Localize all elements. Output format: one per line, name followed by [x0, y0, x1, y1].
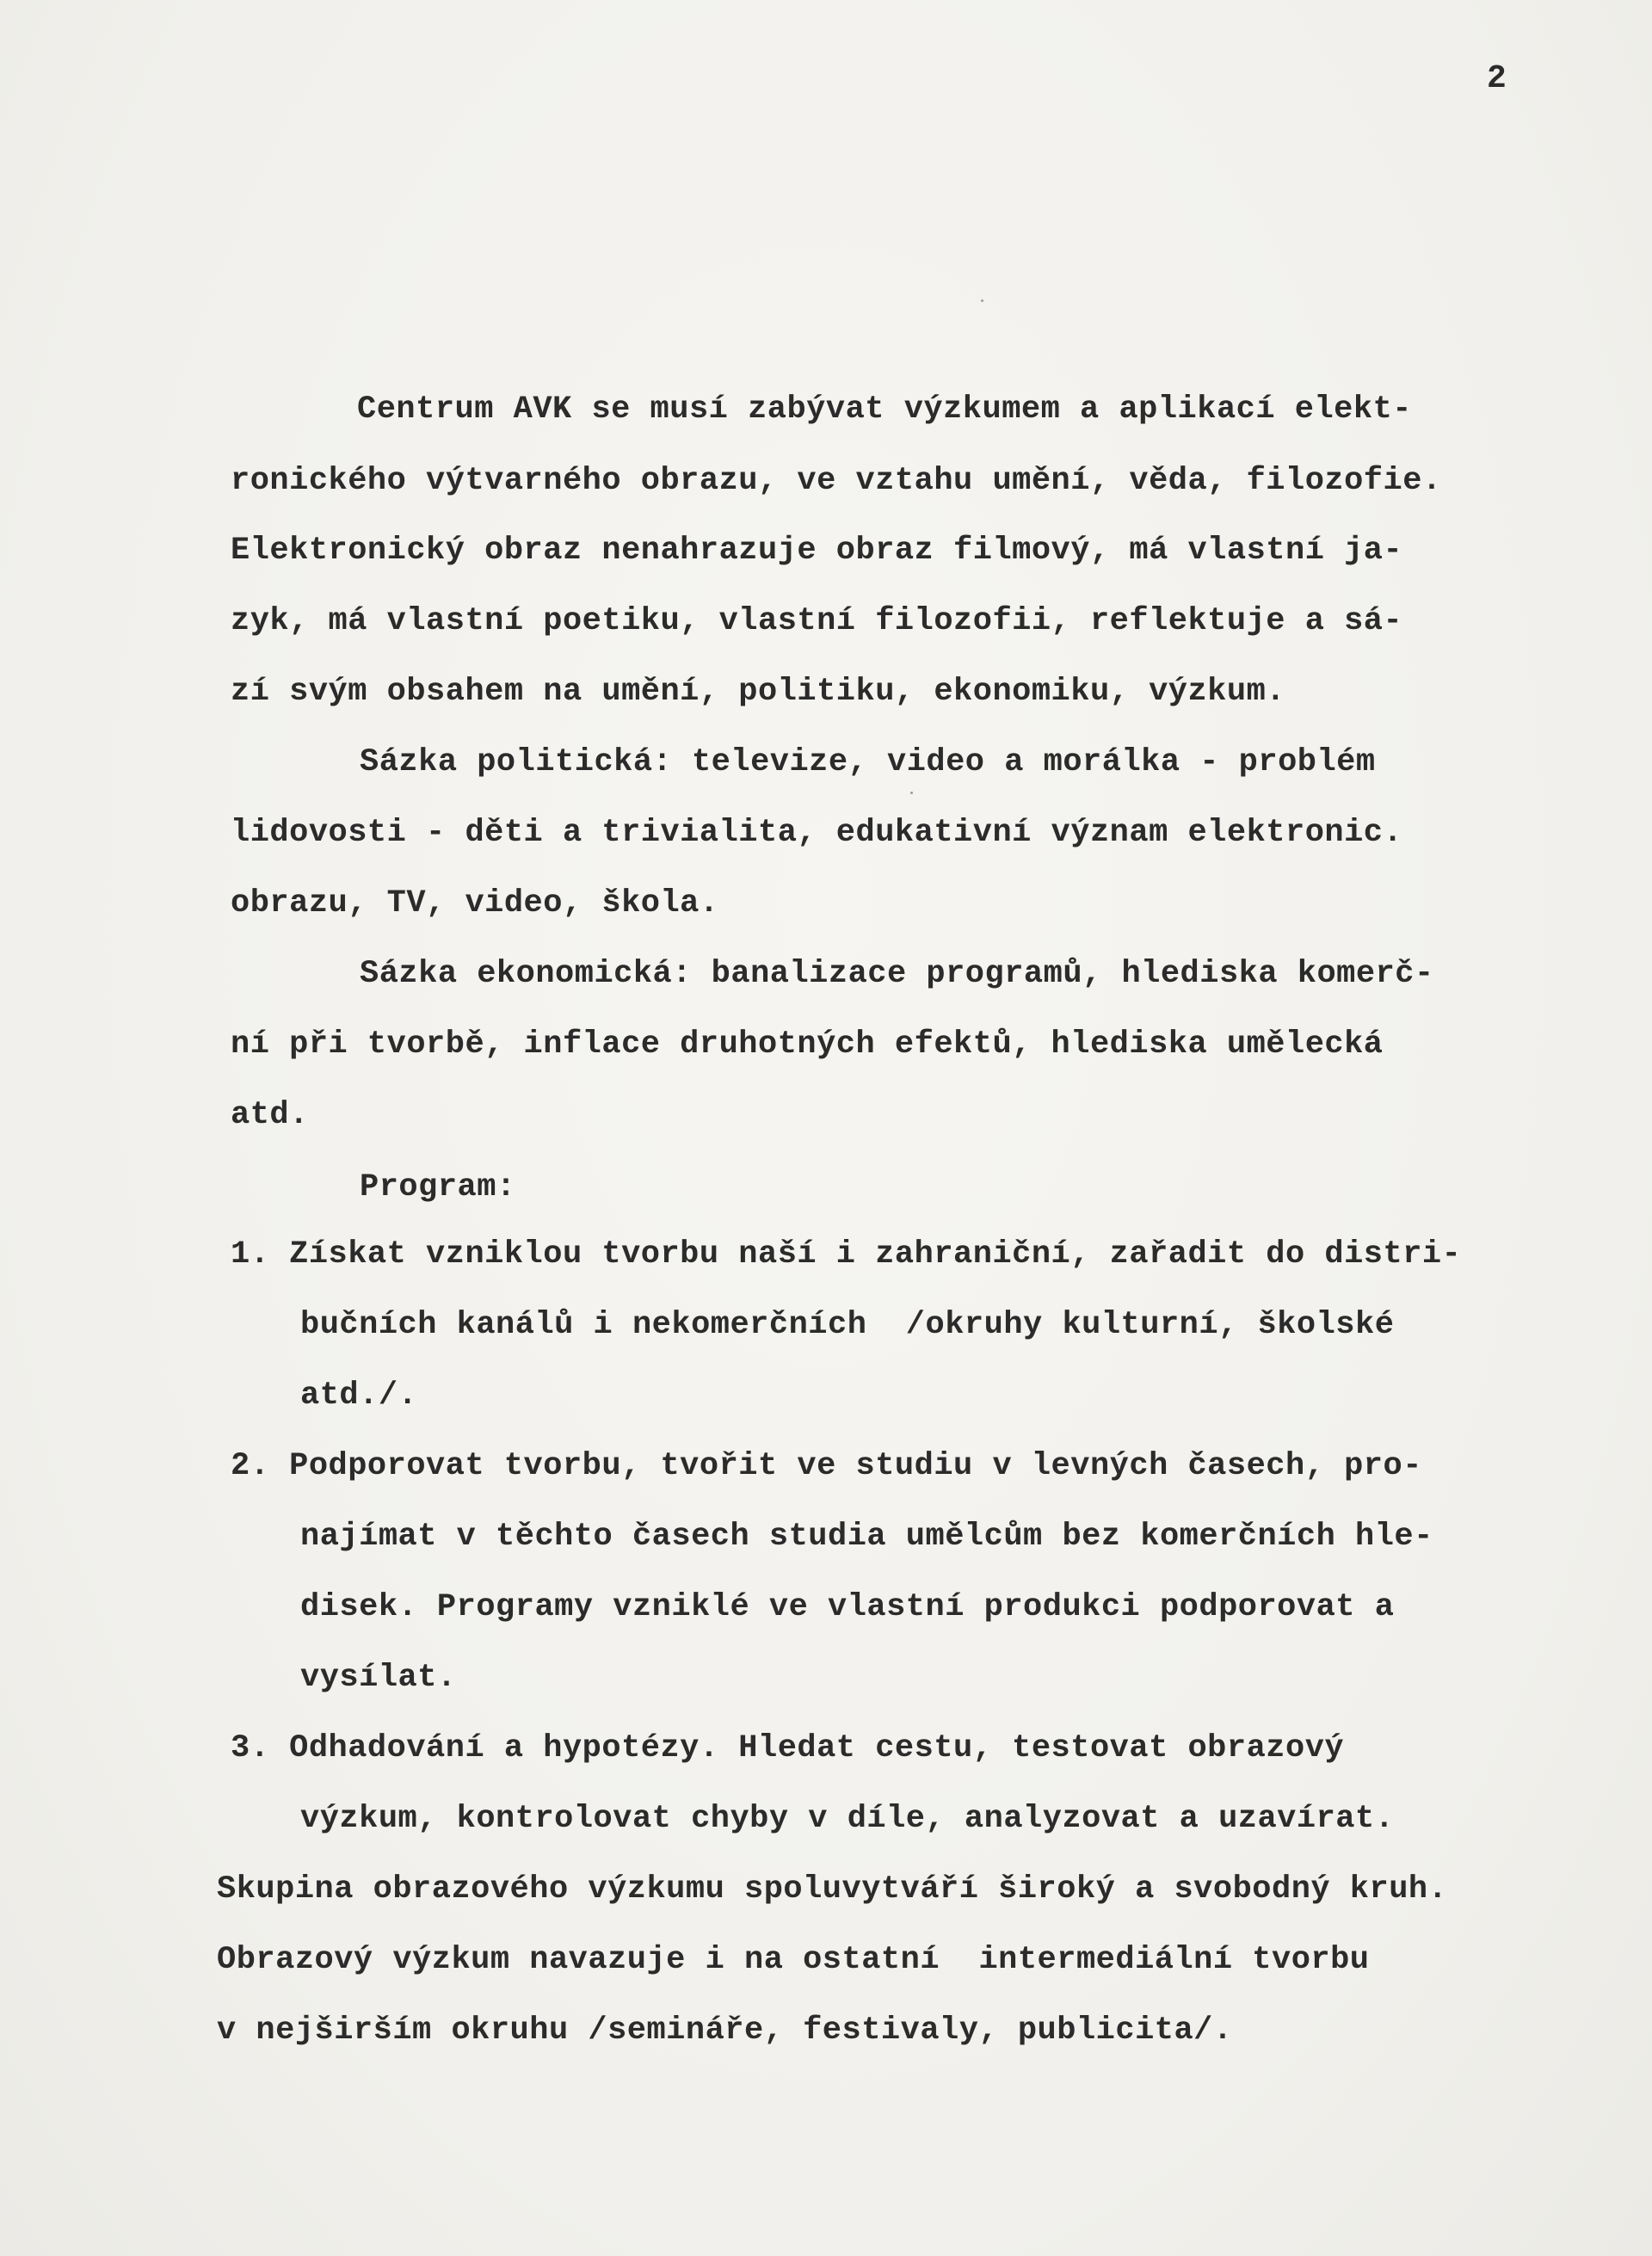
list-item-line: atd./.: [300, 1378, 418, 1414]
list-item-line: 1. Získat vzniklou tvorbu naší i zahraniční, zařadit do distri-: [231, 1236, 1462, 1273]
text-line: Elektronický obraz nenahrazuje obraz filmový, má vlastní ja-: [231, 533, 1403, 569]
text-line: zí svým obsahem na umění, politiku, ekonomiku, výzkum.: [231, 674, 1285, 710]
list-item-line: disek. Programy vzniklé ve vlastní produkci podporovat a: [300, 1589, 1395, 1625]
text-line: obrazu, TV, video, škola.: [231, 885, 719, 922]
list-item-line: výzkum, kontrolovat chyby v díle, analyzovat a uzavírat.: [300, 1801, 1395, 1837]
paper-speck: [981, 299, 983, 302]
text-line: Obrazový výzkum navazuje i na ostatní intermediální tvorbu: [217, 1942, 1370, 1978]
list-item-line: 3. Odhadování a hypotézy. Hledat cestu, testovat obrazový: [231, 1730, 1345, 1766]
text-line: v nejširším okruhu /semináře, festivaly, publicita/.: [217, 2013, 1233, 2049]
text-line: lidovosti - děti a trivialita, edukativní význam elektronic.: [231, 815, 1403, 851]
text-line: Sázka politická: televize, video a morálka - problém: [360, 744, 1376, 780]
page-number: 2: [1487, 60, 1507, 97]
list-item-line: vysílat.: [300, 1660, 457, 1696]
list-item-line: najímat v těchto časech studia umělcům bez komerčních hle-: [300, 1519, 1433, 1555]
list-item-line: 2. Podporovat tvorbu, tvořit ve studiu v levných časech, pro-: [231, 1448, 1422, 1484]
text-line: ronického výtvarného obrazu, ve vztahu umění, věda, filozofie.: [231, 463, 1442, 499]
text-line: Sázka ekonomická: banalizace programů, hlediska komerč-: [360, 956, 1434, 992]
text-line: Program:: [360, 1169, 516, 1205]
text-line: Skupina obrazového výzkumu spoluvytváří široký a svobodný kruh.: [217, 1871, 1448, 1908]
paper-speck: [910, 792, 913, 794]
text-line: zyk, má vlastní poetiku, vlastní filozofii, reflektuje a sá-: [231, 603, 1403, 639]
text-line: Centrum AVK se musí zabývat výzkumem a aplikací elekt-: [357, 391, 1412, 428]
text-line: ní při tvorbě, inflace druhotných efektů, hlediska umělecká: [231, 1026, 1384, 1063]
text-line: atd.: [231, 1097, 309, 1133]
list-item-line: bučních kanálů i nekomerčních /okruhy kulturní, školské: [300, 1307, 1395, 1343]
